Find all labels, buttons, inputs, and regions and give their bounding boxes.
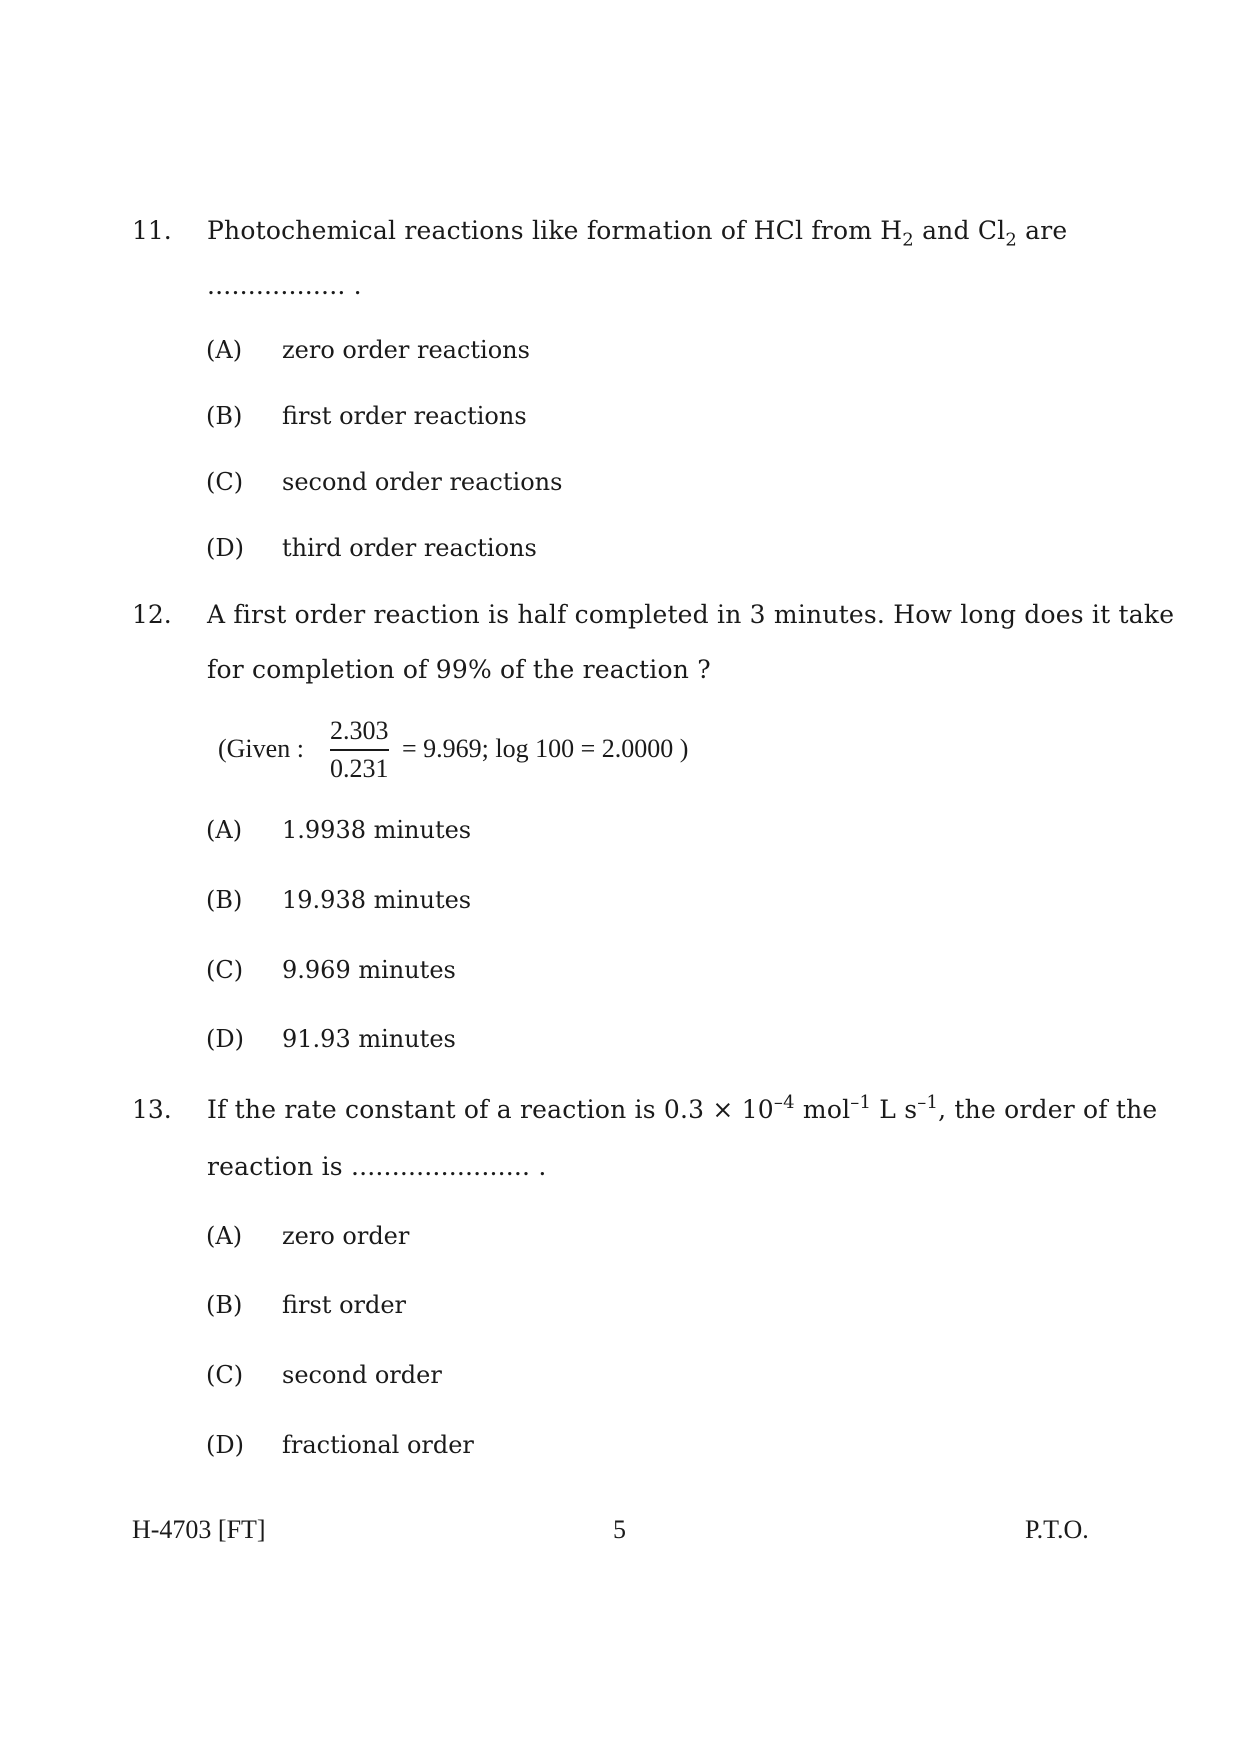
q11-option-a-label: (A) (206, 336, 243, 364)
given-fraction (330, 716, 389, 784)
q13-option-d-text: fractional order (282, 1431, 474, 1459)
q12-option-d-label: (D) (206, 1025, 244, 1053)
q13-option-c-text: second order (282, 1361, 442, 1389)
given-numerator: 2.303 (330, 716, 389, 745)
q12-option-c-label: (C) (206, 956, 244, 984)
question-12-number: 12. (132, 600, 172, 629)
question-13-number: 13. (132, 1095, 172, 1124)
q11-option-d-label: (D) (206, 534, 244, 562)
given-prefix: (Given : (218, 734, 304, 763)
given-denominator: 0.231 (330, 754, 389, 783)
q11-option-d-text: third order reactions (282, 534, 537, 562)
q12-option-b-text: 19.938 minutes (282, 886, 472, 914)
q11-option-a-text: zero order reactions (282, 336, 530, 364)
q13-option-b-label: (B) (206, 1291, 243, 1319)
q13-option-a-label: (A) (206, 1222, 243, 1250)
q13-option-a-text: zero order (282, 1222, 410, 1250)
q12-option-a-label: (A) (206, 816, 243, 844)
question-12-line1: A first order reaction is half completed in 3 minutes. How long does it take (207, 600, 1175, 629)
question-13-line2: reaction is ...................... . (207, 1152, 547, 1181)
question-11-blank: ................. . (207, 271, 362, 300)
question-11-text: Photochemical reactions like formation of HCl from $H_2$ and $Cl_2$ are (207, 216, 1068, 251)
question-13-text: If the rate constant of a reaction is $0.3 \times 10^{-4}$ mol$^{-1}$ L $s^{-1}$, the order of the (207, 1092, 1158, 1124)
question-11-number: 11. (132, 216, 172, 245)
given-suffix: = 9.969; log 100 = 2.0000 ) (402, 734, 689, 763)
q13-option-d-label: (D) (206, 1431, 244, 1459)
footer-pto: P.T.O. (1025, 1515, 1089, 1544)
q12-option-b-label: (B) (206, 886, 243, 914)
q12-option-c-text: 9.969 minutes (282, 956, 456, 984)
footer-code: H-4703 [FT] (132, 1515, 266, 1544)
q12-option-a-text: 1.9938 minutes (282, 816, 472, 844)
q11-option-b-text: first order reactions (282, 402, 527, 430)
q11-option-c-label: (C) (206, 468, 244, 496)
q13-option-b-text: first order (282, 1291, 407, 1319)
q13-option-c-label: (C) (206, 1361, 244, 1389)
q11-option-c-text: second order reactions (282, 468, 563, 496)
q12-option-d-text: 91.93 minutes (282, 1025, 456, 1053)
page-number: 5 (613, 1515, 626, 1544)
q11-option-b-label: (B) (206, 402, 243, 430)
fraction-bar (330, 749, 389, 751)
question-12-line2: for completion of 99% of the reaction ? (207, 655, 711, 684)
